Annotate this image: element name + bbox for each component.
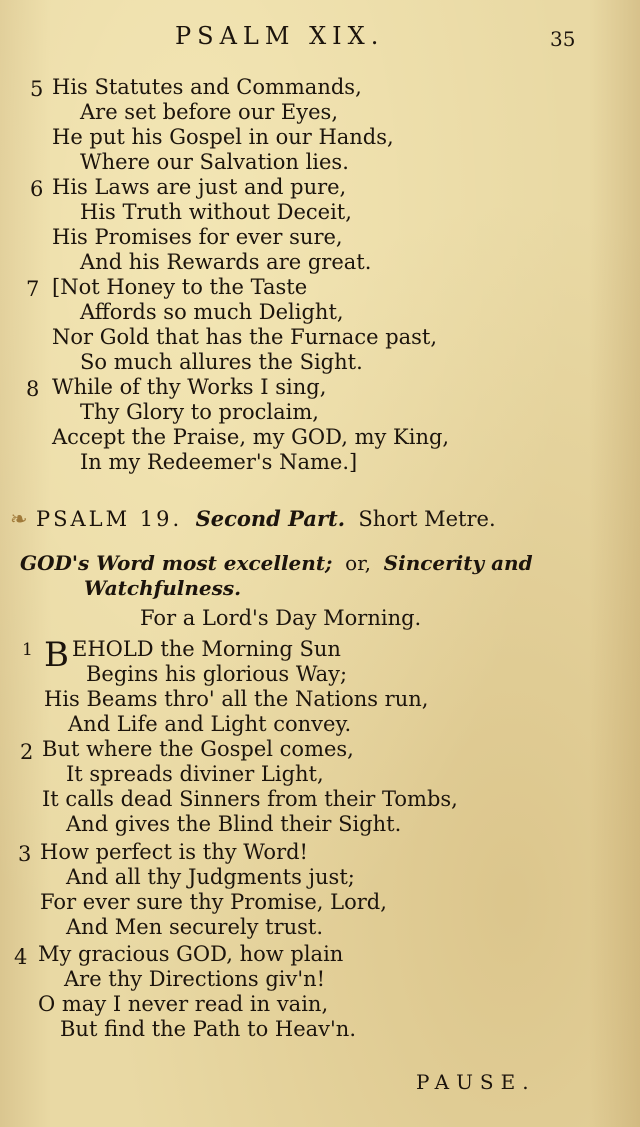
- verse-number-4: 4: [14, 945, 28, 969]
- section-title-psalm: PSALM 19.: [36, 507, 183, 531]
- verse-number-6: 6: [30, 177, 44, 201]
- verse-line: And Men securely trust.: [66, 915, 324, 939]
- verse-number-5: 5: [30, 77, 44, 101]
- section-title: [10, 506, 496, 531]
- verse-line: So much allures the Sight.: [80, 350, 363, 374]
- verse-line: Nor Gold that has the Furnace past,: [52, 325, 438, 349]
- section-title-part: Second Part.: [195, 506, 346, 531]
- verse-line: EHOLD the Morning Sun: [72, 637, 341, 661]
- occasion-line: For a Lord's Day Morning.: [140, 606, 422, 630]
- verse-number-2: 2: [20, 740, 34, 764]
- verse-line: He put his Gospel in our Hands,: [52, 125, 394, 149]
- verse-line: Are thy Directions giv'n!: [64, 967, 326, 991]
- verse-line: It spreads diviner Light,: [66, 762, 324, 786]
- verse-line: His Promises for ever sure,: [52, 225, 343, 249]
- running-head: PSALM XIX.: [175, 22, 385, 50]
- subtitle-or: or,: [345, 551, 371, 575]
- verse-line: My gracious GOD, how plain: [38, 942, 344, 966]
- verse-line: And gives the Blind their Sight.: [66, 812, 402, 836]
- verse-line: Accept the Praise, my GOD, my King,: [52, 425, 450, 449]
- subtitle-c: Watchfulness.: [84, 576, 242, 600]
- verse-line: Thy Glory to proclaim,: [80, 400, 319, 424]
- verse-line: Affords so much Delight,: [80, 300, 344, 324]
- verse-number-8: 8: [26, 377, 40, 401]
- subtitle-b: Sincerity and: [383, 551, 533, 575]
- verse-line: While of thy Works I sing,: [52, 375, 327, 399]
- verse-line: But where the Gospel comes,: [42, 737, 354, 761]
- drop-cap: B: [44, 635, 69, 675]
- verse-line: And Life and Light convey.: [68, 712, 352, 736]
- verse-number-3: 3: [18, 842, 32, 866]
- verse-line: Are set before our Eyes,: [80, 100, 339, 124]
- verse-line: [Not Honey to the Taste: [52, 275, 308, 299]
- subtitle-line-1: [20, 551, 533, 575]
- verse-line: How perfect is thy Word!: [40, 840, 308, 864]
- fleuron-icon: ❧: [10, 507, 28, 531]
- subtitle-a: GOD's Word most excellent;: [20, 551, 333, 575]
- verse-line: His Statutes and Commands,: [52, 75, 362, 99]
- verse-number-1: 1: [22, 640, 33, 660]
- verse-line: But find the Path to Heav'n.: [60, 1017, 356, 1041]
- verse-line: It calls dead Sinners from their Tombs,: [42, 787, 458, 811]
- page-number: 35: [550, 27, 576, 51]
- verse-line: Begins his glorious Way;: [86, 662, 348, 686]
- verse-line: And his Rewards are great.: [80, 250, 372, 274]
- verse-line: His Beams thro' all the Nations run,: [44, 687, 429, 711]
- section-title-metre: Short Metre.: [358, 507, 496, 531]
- verse-line: His Truth without Deceit,: [80, 200, 352, 224]
- verse-line: And all thy Judgments just;: [66, 865, 355, 889]
- verse-line: Where our Salvation lies.: [80, 150, 349, 174]
- verse-line: O may I never read in vain,: [38, 992, 329, 1016]
- pause-marker: PAUSE.: [416, 1070, 536, 1094]
- verse-line: For ever sure thy Promise, Lord,: [40, 890, 387, 914]
- verse-line: In my Redeemer's Name.]: [80, 450, 358, 474]
- verse-line: His Laws are just and pure,: [52, 175, 347, 199]
- verse-number-7: 7: [26, 277, 40, 301]
